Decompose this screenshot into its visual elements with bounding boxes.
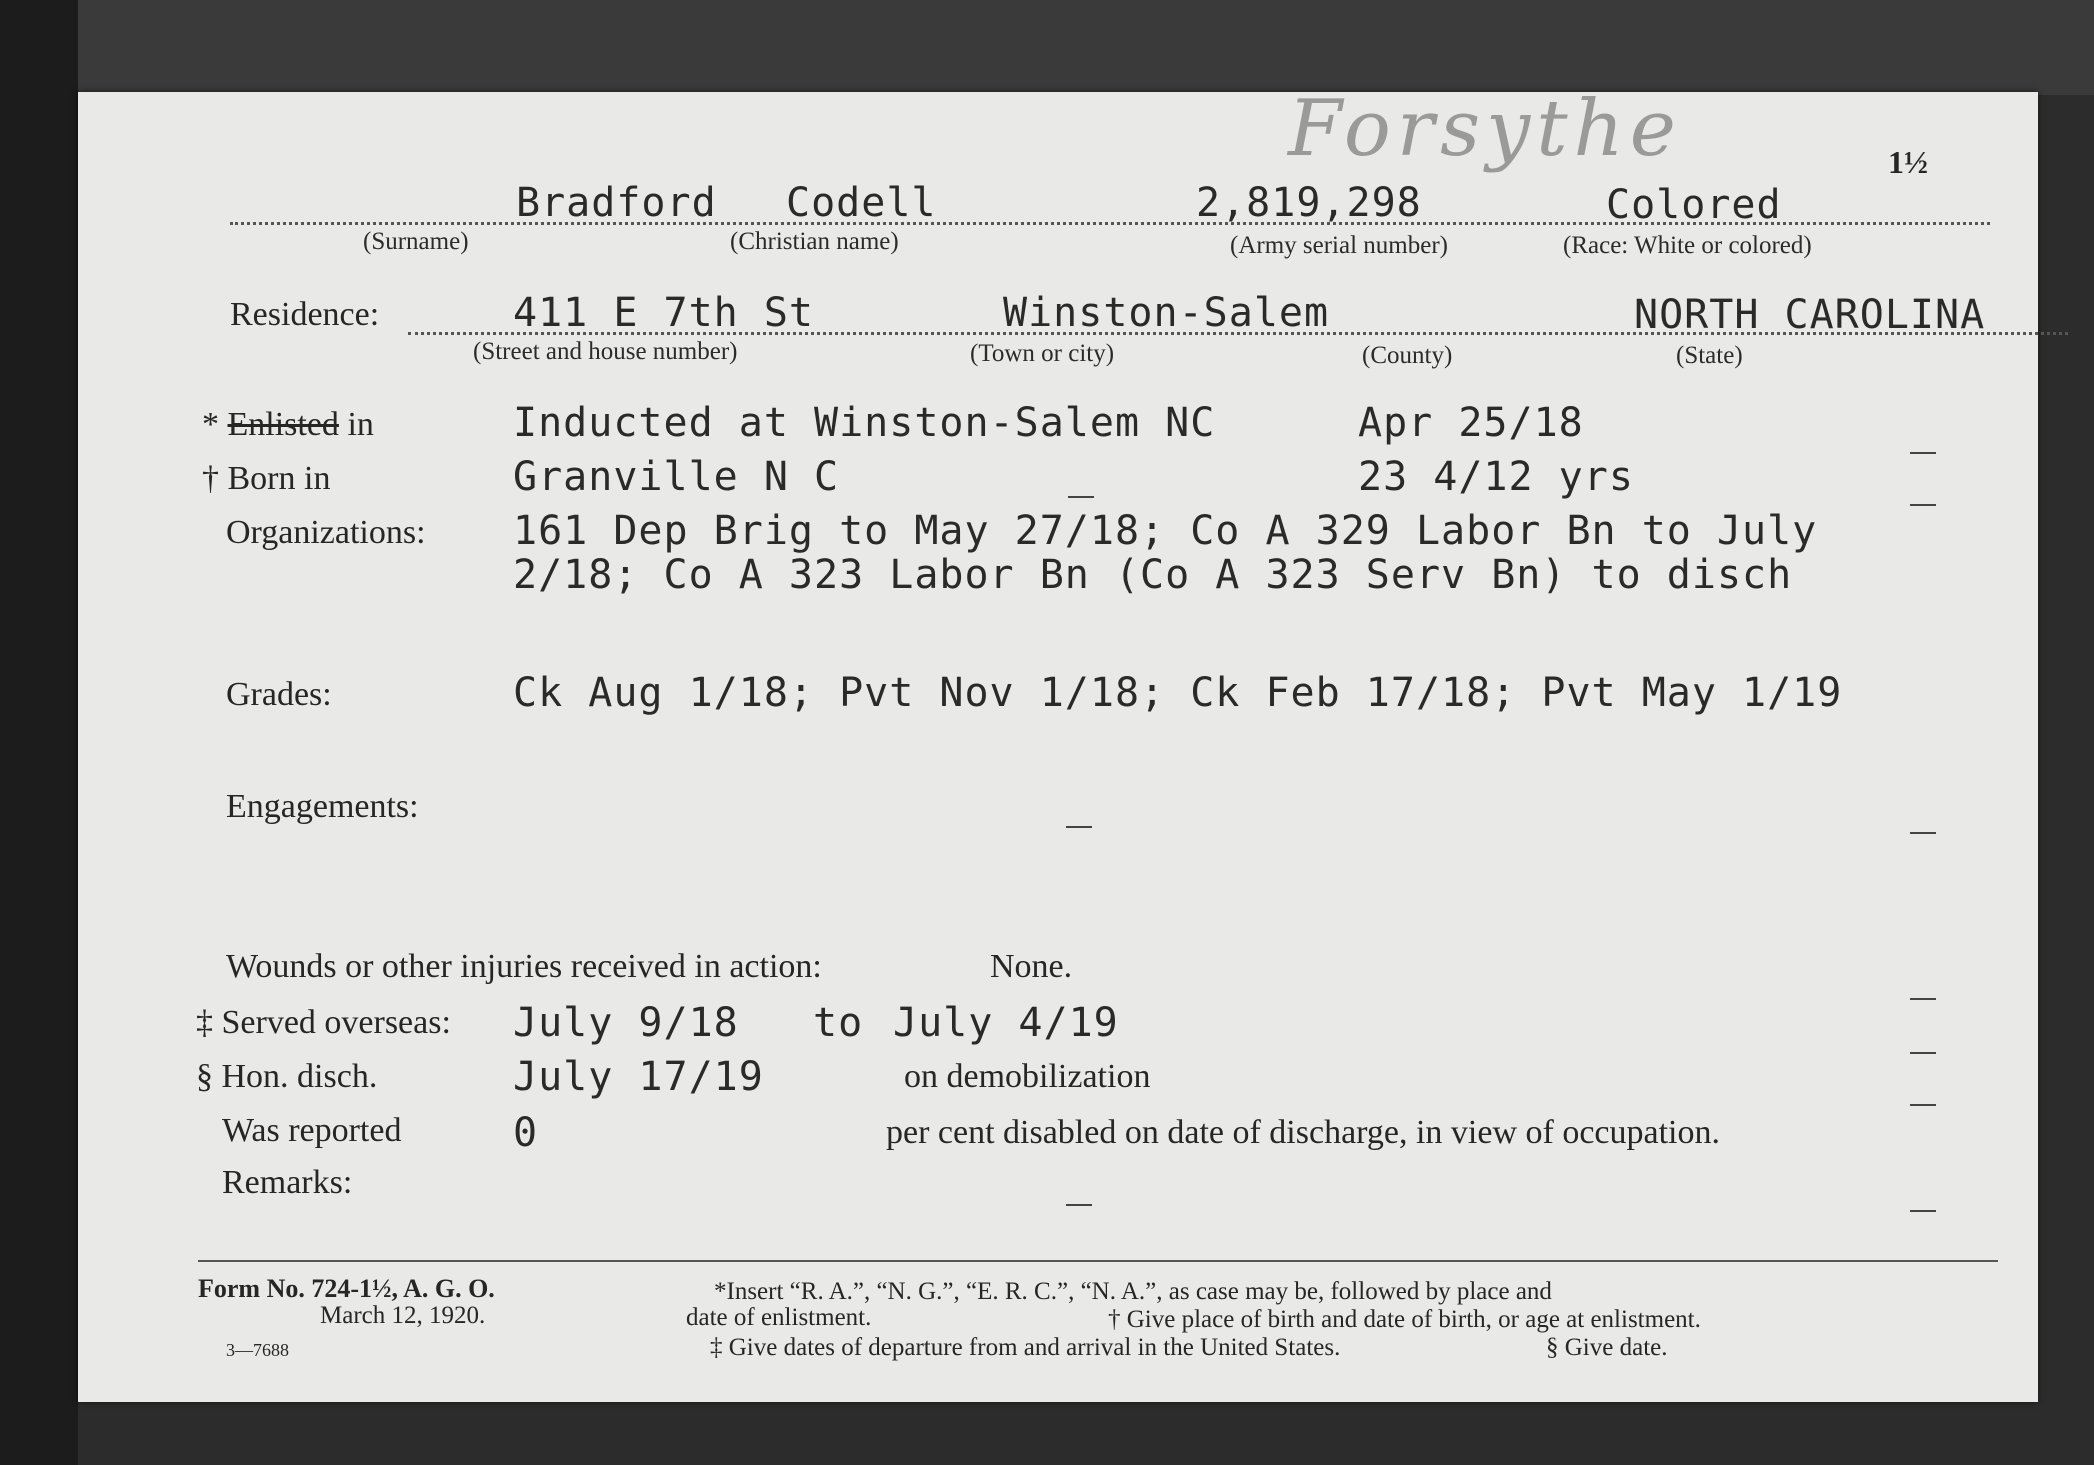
remarks-label: Remarks: <box>222 1164 353 1201</box>
born-place-value: Granville N C <box>513 454 840 500</box>
overseas-to-value: July 4/19 <box>893 1000 1119 1046</box>
born-label: † Born in <box>202 460 331 497</box>
born-age-value: 23 4/12 yrs <box>1358 454 1634 500</box>
tick-mark <box>1910 452 1936 454</box>
form-date: March 12, 1920. <box>320 1302 486 1329</box>
street-caption: (Street and house number) <box>473 338 738 365</box>
overseas-from-value: July 9/18 <box>513 1000 739 1046</box>
christian-name-caption: (Christian name) <box>730 228 899 255</box>
enlisted-mark: * <box>202 406 219 443</box>
residence-dotted-line <box>408 332 2068 335</box>
tick-mark <box>1910 998 1936 1000</box>
state-caption: (State) <box>1676 342 1743 369</box>
discharge-suffix: on demobilization <box>904 1058 1151 1095</box>
race-caption: (Race: White or colored) <box>1563 232 1812 259</box>
reported-value: 0 <box>513 1110 539 1156</box>
wounds-value: None. <box>990 948 1073 985</box>
footnote-4: § Give date. <box>1546 1334 1668 1361</box>
serial-number-caption: (Army serial number) <box>1230 232 1448 259</box>
town-value: Winston-Salem <box>1003 290 1330 336</box>
discharge-label: § Hon. disch. <box>196 1058 378 1095</box>
surname-caption: (Surname) <box>363 228 469 255</box>
state-value: NORTH CAROLINA <box>1634 292 1986 338</box>
organizations-line-1: 161 Dep Brig to May 27/18; Co A 329 Labor Bn to July <box>513 508 1818 554</box>
tick-mark <box>1910 832 1936 834</box>
wounds-label: Wounds or other injuries received in action: <box>226 948 822 985</box>
scan-background-left <box>0 0 78 1465</box>
footnote-3: ‡ Give dates of departure from and arrival in the United States. <box>710 1334 1341 1361</box>
name-dotted-line <box>230 222 1990 225</box>
residence-label: Residence: <box>230 296 380 333</box>
enlisted-label-suffix: in <box>347 406 374 443</box>
grades-label: Grades: <box>226 676 332 713</box>
grades-value: Ck Aug 1/18; Pvt Nov 1/18; Ck Feb 17/18; Pvt May 1/19 <box>513 670 1843 716</box>
tick-mark <box>1066 826 1092 828</box>
tick-mark <box>1910 1052 1936 1054</box>
tick-mark <box>1068 496 1094 498</box>
enlisted-date-value: Apr 25/18 <box>1358 400 1584 446</box>
reported-label: Was reported <box>222 1112 402 1149</box>
overseas-label: ‡ Served overseas: <box>196 1004 451 1041</box>
organizations-line-2: 2/18; Co A 323 Labor Bn (Co A 323 Serv Bn) to disch <box>513 552 1793 598</box>
engagements-label: Engagements: <box>226 788 419 825</box>
tick-mark <box>1066 1204 1092 1206</box>
organizations-label: Organizations: <box>226 514 426 551</box>
reported-suffix: per cent disabled on date of discharge, in view of occupation. <box>886 1114 1720 1151</box>
street-value: 411 E 7th St <box>513 290 814 336</box>
footer-rule <box>198 1260 1998 1262</box>
tick-mark <box>1910 504 1936 506</box>
enlisted-label <box>202 406 374 444</box>
enlisted-place-value: Inducted at Winston-Salem NC <box>513 400 1216 446</box>
tick-mark <box>1910 1104 1936 1106</box>
discharge-date-value: July 17/19 <box>513 1054 764 1100</box>
enlisted-struck-word: Enlisted <box>227 406 339 443</box>
footnote-2: † Give place of birth and date of birth, or age at enlistment. <box>1108 1306 1701 1333</box>
surname-value: Bradford <box>516 180 717 226</box>
county-caption: (County) <box>1362 342 1453 369</box>
christian-name-value: Codell <box>786 180 937 226</box>
race-value: Colored <box>1606 182 1782 228</box>
footnote-1a: *Insert “R. A.”, “N. G.”, “E. R. C.”, “N. A.”, as case may be, followed by place and <box>714 1278 1552 1305</box>
form-number: Form No. 724-1½, A. G. O. <box>198 1274 495 1303</box>
print-code: 3—7688 <box>226 1340 289 1360</box>
handwritten-county: Forsythe <box>1288 84 1682 174</box>
footnote-1b: date of enlistment. <box>686 1304 872 1331</box>
card-number: 1½ <box>1888 144 1928 180</box>
overseas-to-word: to <box>813 1000 864 1046</box>
scan-background-top <box>0 0 2094 95</box>
tick-mark <box>1910 1210 1936 1212</box>
service-record-card <box>78 84 2038 1402</box>
serial-number-value: 2,819,298 <box>1196 180 1422 226</box>
town-caption: (Town or city) <box>970 340 1115 367</box>
